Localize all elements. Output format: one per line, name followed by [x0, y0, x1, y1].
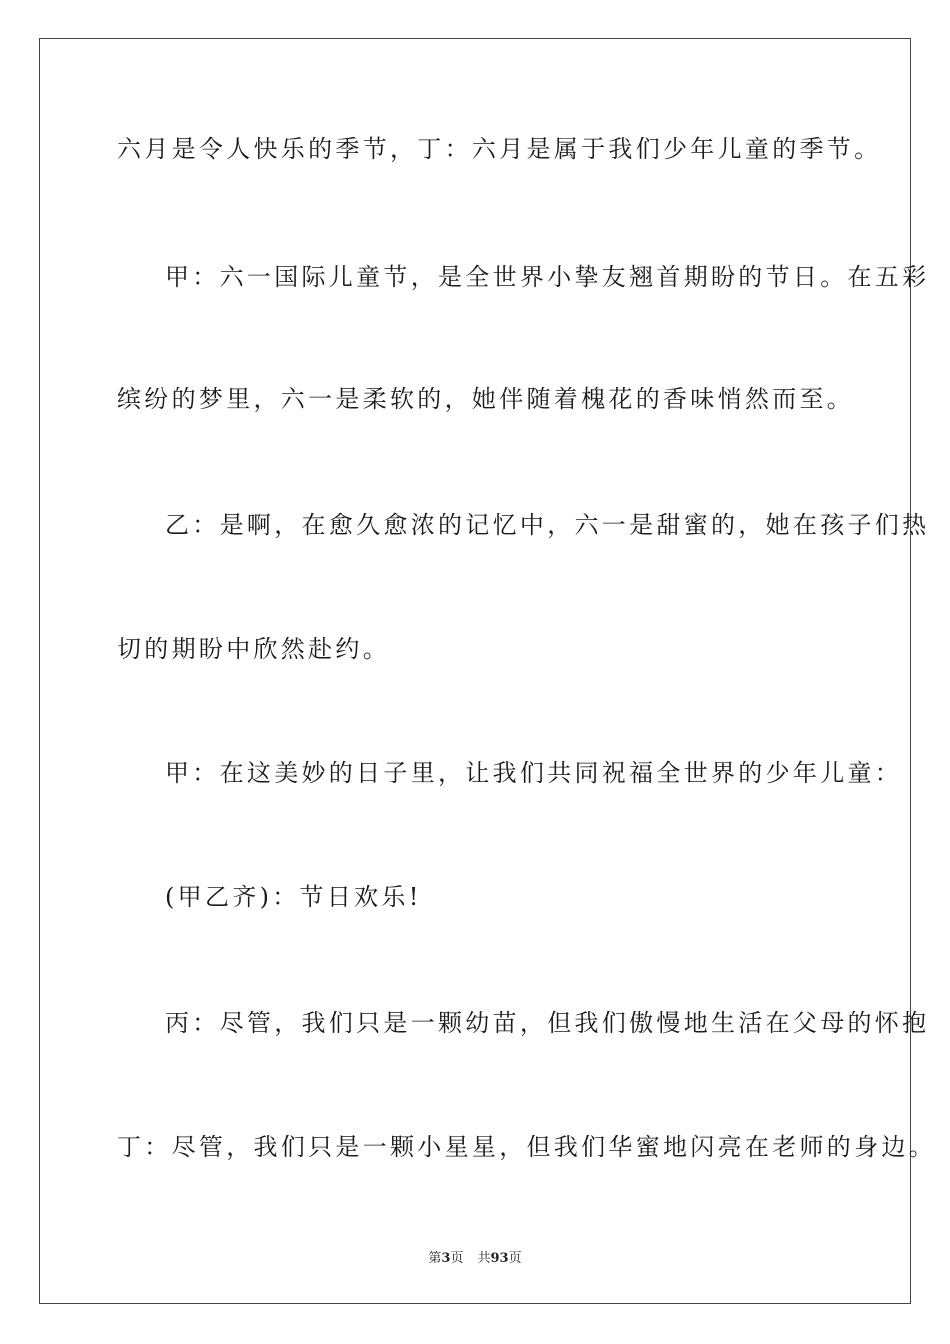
total-suffix: 页 [508, 1251, 522, 1266]
page-border [39, 38, 911, 1304]
page-number: 3 [441, 1251, 451, 1266]
text-line-9: 丁：尽管，我们只是一颗小星星，但我们华蜜地闪亮在老师的身边。 [117, 1133, 936, 1161]
text-line-7: (甲乙齐)：节日欢乐! [165, 883, 422, 911]
text-line-5: 切的期盼中欣然赴约。 [117, 635, 390, 663]
text-line-2: 甲：六一国际儿童节，是全世界小挚友翘首期盼的节日。在五彩 [165, 263, 930, 291]
total-prefix: 共 [477, 1251, 491, 1266]
total-pages: 93 [490, 1251, 509, 1266]
page-footer [0, 1247, 950, 1266]
page-prefix: 第 [428, 1251, 442, 1266]
page-suffix: 页 [450, 1251, 464, 1266]
text-line-6: 甲：在这美妙的日子里，让我们共同祝福全世界的少年儿童： [165, 759, 903, 787]
text-line-1: 六月是令人快乐的季节，丁：六月是属于我们少年儿童的季节。 [117, 135, 882, 163]
text-line-8: 丙：尽管，我们只是一颗幼苗，但我们傲慢地生活在父母的怀抱 [165, 1009, 930, 1037]
text-line-4: 乙：是啊，在愈久愈浓的记忆中，六一是甜蜜的，她在孩子们热 [165, 511, 930, 539]
text-line-3: 缤纷的梦里，六一是柔软的，她伴随着槐花的香味悄然而至。 [117, 385, 855, 413]
